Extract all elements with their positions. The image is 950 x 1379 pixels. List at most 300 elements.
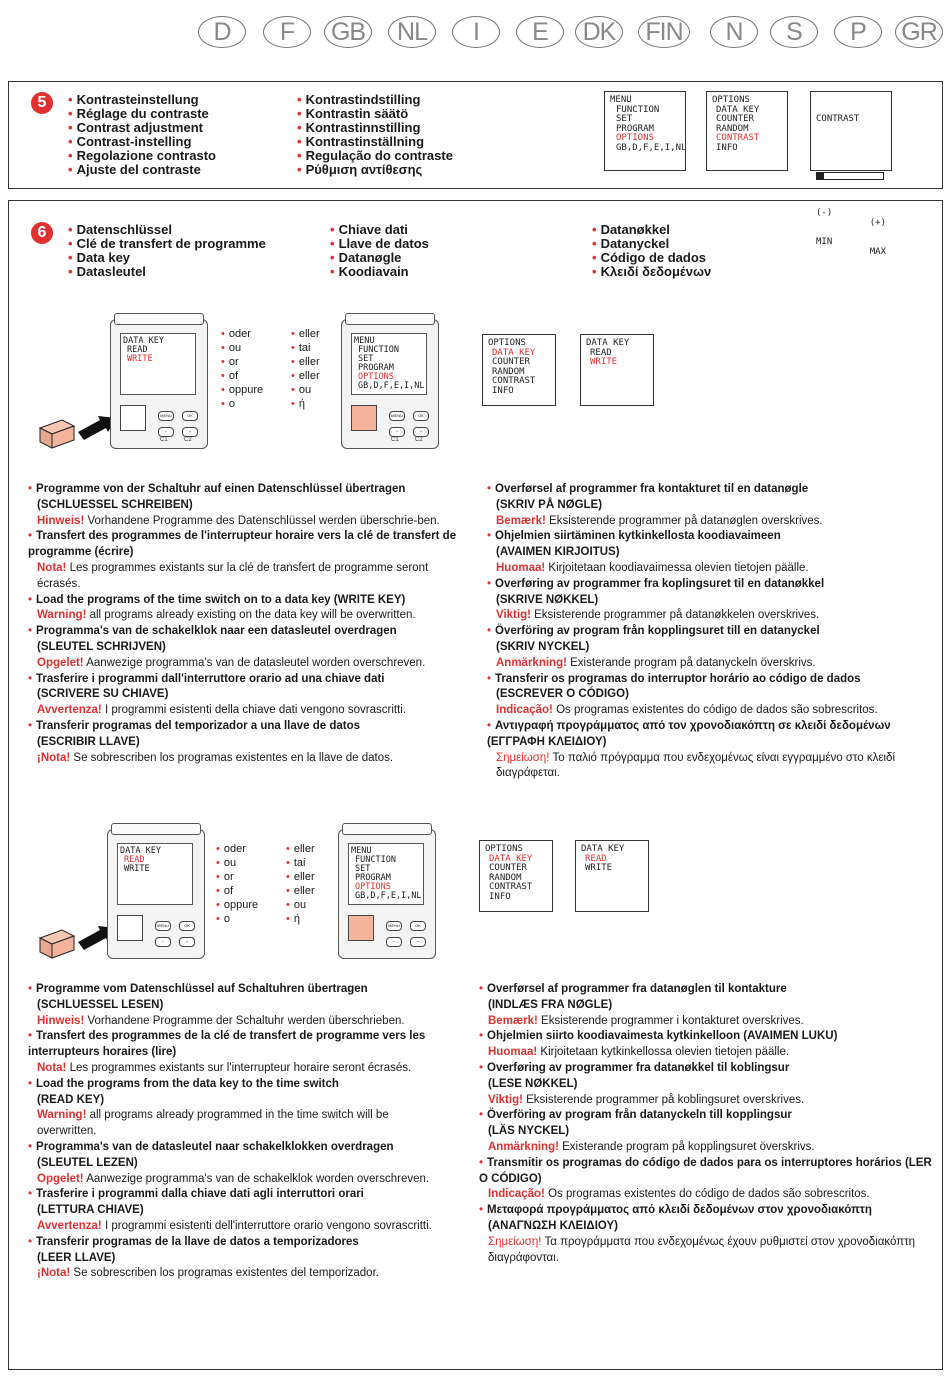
warning-text: Os programas existentes do código de dados são sobrescritos. (552, 704, 878, 717)
instruction-item (28, 482, 468, 529)
device-cover (114, 313, 204, 325)
device-c2-label: C2 (184, 437, 192, 443)
warning-label: Opgelet! (37, 1172, 84, 1185)
instruction-heading: Transferir programas de la llave de datos a temporizadores (36, 1235, 359, 1248)
language-fin: FIN (638, 16, 690, 48)
warning-label: Huomaa! (496, 561, 546, 574)
device-minus-button[interactable]: − (158, 427, 174, 437)
or-item: • of (216, 884, 258, 898)
or-item: • oder (216, 842, 258, 856)
language-n: N (710, 16, 758, 48)
contrast-level-fill (817, 173, 824, 179)
instruction-note (28, 1108, 448, 1140)
instruction-item (28, 672, 468, 719)
or-item: • o (221, 397, 263, 411)
instruction-heading: Programme von der Schaltuhr auf einen Datenschlüssel übertragen (36, 483, 406, 495)
instruction-note (479, 1187, 934, 1203)
instruction-note (487, 514, 942, 530)
or-list-left (216, 842, 258, 926)
instruction-heading: Ohjelmien siirtäminen kytkinkellosta koodiavaimeen (495, 530, 781, 543)
instruction-item (479, 1108, 934, 1155)
section-6-titles-c (592, 223, 711, 279)
device-ok-button[interactable]: OK (182, 411, 198, 421)
or-item: • eller (291, 369, 320, 383)
instruction-note (28, 751, 468, 767)
instruction-item (28, 1077, 448, 1140)
device-screen (348, 843, 424, 905)
lcd-line: DATA KEY (586, 338, 630, 348)
or-item: • eller (286, 884, 315, 898)
lcd-line: DATA KEY (716, 104, 760, 115)
instruction-heading: Programma's van de schakelklok naar een datasleutel overdragen (36, 625, 397, 638)
warning-label: Σημείωση! (488, 1235, 542, 1248)
device-menu-button[interactable]: MENU (389, 411, 405, 421)
device-screen-line: DATA KEY (120, 846, 161, 856)
section-6-titles-a (68, 223, 266, 279)
instruction-note (479, 1140, 934, 1156)
data-key (38, 918, 118, 967)
instruction-note (28, 1061, 448, 1077)
or-item: • ou (291, 383, 320, 397)
language-gb: GB (324, 16, 372, 48)
warning-label: ¡Nota! (37, 751, 71, 764)
language-nl: NL (388, 16, 436, 48)
warning-text: Kirjoitetaan koodiavaimessa olevien tietojen päälle. (545, 561, 809, 574)
lcd-screen (482, 334, 556, 406)
instruction-note (479, 1014, 934, 1030)
device-plus-button[interactable]: + (179, 937, 195, 947)
device-screen (117, 843, 193, 905)
title-item: • Llave de datos (330, 237, 429, 251)
time-switch-device (110, 313, 208, 448)
instruction-heading: Overføring av programmer fra datanøkkel til koblingsur (487, 1061, 790, 1074)
title-item: • Regolazione contrasto (68, 149, 216, 163)
device-screen-line: GB,D,F,E,I,NL (358, 381, 425, 391)
instruction-heading: Overføring av programmer fra koplingsuret til en datanøkkel (495, 577, 825, 590)
instruction-note (28, 656, 468, 672)
data-key (38, 408, 118, 457)
device-menu-button[interactable]: MENU (155, 921, 171, 931)
or-item: • oppure (216, 898, 258, 912)
instruction-heading: Överföring av program från kopplingsuret till en datanyckel (495, 625, 820, 638)
instruction-note (28, 1014, 448, 1030)
warning-label: Opgelet! (37, 656, 84, 669)
device-cover (345, 313, 435, 325)
device-screen-line: READ (124, 855, 145, 865)
or-item: • ou (286, 898, 315, 912)
lcd-line: RANDOM (492, 366, 525, 377)
instruction-note (487, 608, 942, 624)
lcd-line: GB,D,F,E,I,NL (616, 142, 687, 153)
time-switch-device (341, 313, 439, 448)
warning-text: I programmi esistenti della chiave dati vengono sovrascritti. (101, 704, 407, 717)
instruction-note (28, 1172, 448, 1188)
instruction-heading: Transmitir os programas do código de dados para os interruptores horários (LER O CÓDIGO) (479, 1156, 932, 1185)
language-dk: DK (575, 16, 623, 48)
instruction-heading: Transferir os programas do interruptor horário ao código de dados (495, 672, 861, 685)
instruction-heading: Transferir programas del temporizador a una llave de datos (36, 719, 361, 732)
instruction-key-name: (SKRIV PÅ NØGLE) (496, 498, 603, 511)
lcd-line: CONTRAST (716, 133, 760, 143)
instruction-item (28, 719, 468, 766)
language-e: E (516, 16, 564, 48)
instruction-heading: Överföring av program från datanyckeln till kopplingsur (487, 1109, 792, 1122)
lcd-line: INFO (716, 142, 738, 153)
instruction-note (479, 1093, 934, 1109)
instruction-heading: Programma's van de datasleutel naar schakelklokken overdragen (36, 1140, 394, 1153)
instruction-heading: Μεταφορά προγράμματος από κλειδί δεδομένων στον χρονοδιακόπτη (487, 1204, 872, 1217)
device-screen-line: DATA KEY (123, 336, 164, 346)
instruction-key-name: (ESCREVER O CÓDIGO) (496, 688, 629, 701)
warning-text: Existerande program på datanyckeln överskrivs. (566, 656, 816, 669)
title-item: • Ρύθμιση αντίθεσης (297, 163, 453, 177)
data-key-slot[interactable] (351, 405, 377, 431)
language-s: S (770, 16, 818, 48)
instruction-item (487, 577, 942, 624)
warning-text: Τα προγράμματα που ενδεχομένως έχουν ρυθμιστεί στον χρονοδιακόπτη διαγράφονται. (488, 1235, 916, 1264)
instruction-heading: Ohjelmien siirto koodiavaimesta kytkinkelloon (AVAIMEN LUKU) (487, 1030, 838, 1043)
contrast-plus: (+) (869, 217, 886, 228)
contrast-min: MIN (816, 237, 833, 247)
instruction-heading: Programme vom Datenschlüssel auf Schaltuhren übertragen (36, 983, 368, 995)
title-item: • Kontrastindstilling (297, 93, 453, 107)
title-item: • Kontrasteinstellung (68, 93, 216, 107)
or-item: • o (216, 912, 258, 926)
instruction-key-name: (LETTURA CHIAVE) (37, 1204, 144, 1217)
lcd-line: DATA KEY (581, 844, 625, 854)
instruction-item (479, 982, 934, 1029)
section-5-titles-right (297, 93, 453, 177)
instruction-item (28, 624, 468, 671)
instruction-key-name: (SLEUTEL SCHRIJVEN) (37, 640, 166, 653)
title-item: • Regulação do contraste (297, 149, 453, 163)
title-item: • Data key (68, 251, 266, 265)
language-f: F (263, 16, 311, 48)
lcd-line: RANDOM (716, 123, 749, 134)
instruction-note (479, 1045, 934, 1061)
instruction-note (28, 514, 468, 530)
instruction-item (487, 672, 942, 719)
lcd-screen (580, 334, 654, 406)
instruction-key-name: (SCHLUESSEL LESEN) (37, 998, 164, 1011)
or-item: • tai (286, 856, 315, 870)
device-ok-button[interactable]: OK (413, 411, 429, 421)
warning-text: Aanwezige programma's van de schakelklok worden overschreven. (83, 1172, 430, 1185)
device-screen-line: SET (355, 864, 371, 874)
device-plus-button[interactable]: + (413, 427, 429, 437)
lcd-line: MENU (610, 95, 632, 105)
contrast-level-bar (816, 172, 884, 180)
warning-text: Το παλιό πρόγραμμα που ενδεχομένως είναι εγγραμμένο στο κλειδί διαγράφεται. (496, 751, 896, 780)
instruction-item (487, 719, 942, 782)
language-gr: GR (895, 16, 943, 48)
instruction-item (28, 529, 468, 592)
device-screen-line: WRITE (127, 354, 153, 364)
lcd-line: WRITE (585, 863, 613, 873)
warning-text: all programs already existing on the data key will be overwritten. (86, 609, 416, 622)
lcd-screen (575, 840, 649, 912)
instruction-item (479, 1061, 934, 1108)
data-key-icon (38, 918, 118, 962)
device-c1-label: C1 (160, 437, 168, 443)
device-screen-line: MENU (354, 336, 375, 346)
title-item: • Ajuste del contraste (68, 163, 216, 177)
lcd-contrast-title: CONTRAST (816, 114, 860, 124)
or-item: • oder (221, 327, 263, 341)
or-item: • or (221, 355, 263, 369)
title-item: • Datanøgle (330, 251, 429, 265)
warning-label: Anmärkning! (488, 1140, 559, 1153)
instruction-item (479, 1156, 934, 1203)
lcd-line: SET (616, 114, 633, 124)
title-item: • Contrast adjustment (68, 121, 216, 135)
instruction-heading: Transfert des programmes de la clé de transfert de programme vers les interrupteurs horaires (lire) (28, 1030, 426, 1059)
instruction-item (479, 1029, 934, 1061)
title-item: • Kontrastinställning (297, 135, 453, 149)
instruction-item (479, 1203, 934, 1266)
or-item: • oppure (221, 383, 263, 397)
lcd-line: OPTIONS (712, 95, 750, 105)
instruction-heading: Trasferire i programmi dalla chiave dati agli interruttori orari (36, 1188, 364, 1201)
lcd-line: OPTIONS (616, 133, 654, 143)
instruction-item (487, 624, 942, 671)
device-screen-line: OPTIONS (358, 372, 394, 382)
title-item: • Contrast-instelling (68, 135, 216, 149)
or-item: • eller (291, 355, 320, 369)
title-item: • Chiave dati (330, 223, 429, 237)
instruction-key-name: (SCHLUESSEL SCHREIBEN) (37, 498, 193, 511)
instruction-note (487, 561, 942, 577)
device-screen-line: WRITE (124, 864, 150, 874)
warning-text: Se sobrescriben los programas existentes del temporizador. (70, 1267, 379, 1280)
warning-text: Eksisterende programmer på koblingsuret overskrives. (522, 1093, 805, 1106)
language-p: P (834, 16, 882, 48)
lcd-line: CONTRAST (489, 882, 533, 892)
device-cover (342, 823, 432, 835)
device-screen-line: FUNCTION (355, 855, 396, 865)
device-cover (111, 823, 201, 835)
instruction-item (28, 1029, 448, 1076)
or-list-right (286, 842, 315, 926)
language-bar (198, 16, 943, 50)
or-item: • eller (291, 327, 320, 341)
or-item: • tai (291, 341, 320, 355)
device-screen-line: READ (127, 345, 148, 355)
title-item: • Datanyckel (592, 237, 711, 251)
instruction-key-name: (SKRIV NYCKEL) (496, 640, 590, 653)
device-plus-button[interactable]: + (182, 427, 198, 437)
warning-text: Se sobrescriben los programas existentes en la llave de datos. (70, 751, 394, 764)
title-item: • Κλειδί δεδομένων (592, 265, 711, 279)
instruction-note (28, 703, 468, 719)
device-screen (120, 333, 196, 395)
or-item: • eller (286, 842, 315, 856)
language-d: D (198, 16, 246, 48)
instruction-key-name: (READ KEY) (37, 1093, 105, 1106)
title-item: • Código de dados (592, 251, 711, 265)
lcd-line: WRITE (590, 357, 618, 367)
warning-text: Kirjoitetaan kytkinkellossa olevien tietojen päälle. (537, 1046, 790, 1059)
instruction-key-name: (ΑΝΑΓΝΩΣΗ ΚΛΕΙΔΙΟΥ) (488, 1219, 619, 1232)
or-item: • ou (221, 341, 263, 355)
instruction-heading: Transfert des programmes de l'interrupteur horaire vers la clé de transfert de programme (écrire) (28, 530, 457, 559)
device-screen-line: OPTIONS (355, 882, 391, 892)
instruction-key-name: (SLEUTEL LEZEN) (37, 1156, 138, 1169)
lcd-line: INFO (489, 891, 511, 902)
lcd-line: READ (585, 853, 607, 864)
device-screen-line: GB,D,F,E,I,NL (355, 891, 422, 901)
instruction-note (28, 561, 468, 593)
lcd-line: COUNTER (716, 114, 754, 124)
device-ok-button[interactable]: OK (179, 921, 195, 931)
warning-label: Viktig! (488, 1093, 523, 1106)
warning-text: Vorhandene Programme des Datenschlüssel werden überschrie-ben. (84, 514, 440, 527)
warning-label: Bemærk! (496, 514, 546, 527)
device-plus-button[interactable]: + (410, 937, 426, 947)
time-switch-device (338, 823, 436, 958)
warning-text: all programs already programmed in the time switch will be overwritten. (37, 1109, 389, 1138)
lcd-line: OPTIONS (488, 338, 526, 348)
time-switch-device (107, 823, 205, 958)
instruction-key-name: (LÄS NYCKEL) (488, 1125, 570, 1138)
warning-label: ¡Nota! (37, 1267, 71, 1280)
data-key-slot[interactable] (117, 915, 143, 941)
lcd-line: READ (590, 347, 612, 358)
lcd-contrast (810, 91, 892, 257)
device-menu-button[interactable]: MENU (158, 411, 174, 421)
device-screen-line: PROGRAM (358, 363, 394, 373)
read-instructions-left (28, 982, 448, 1282)
device-menu-button[interactable]: MENU (386, 921, 402, 931)
lcd-line: DATA KEY (489, 853, 533, 864)
instruction-note (28, 1266, 448, 1282)
device-screen-line: FUNCTION (358, 345, 399, 355)
device-screen (351, 333, 427, 395)
lcd-menu (604, 91, 686, 171)
or-item: • or (216, 870, 258, 884)
title-item: • Kontrastinnstilling (297, 121, 453, 135)
contrast-minus: (-) (816, 208, 833, 218)
warning-label: Bemærk! (488, 1014, 538, 1027)
warning-text: Eksisterende programmer på datanøglen overskrives. (545, 514, 823, 527)
lcd-line: COUNTER (489, 863, 527, 873)
instruction-key-name: (LESE NØKKEL) (488, 1077, 578, 1090)
lcd-options (706, 91, 788, 171)
instruction-item (28, 1235, 448, 1282)
device-minus-button[interactable]: − (386, 937, 402, 947)
instruction-note (28, 1219, 448, 1235)
device-minus-button[interactable]: − (155, 937, 171, 947)
warning-text: Les programmes existants sur l'interrupteur horaire seront écrasés. (66, 1061, 412, 1074)
warning-label: Viktig! (496, 609, 531, 622)
section-5-number: 5 (31, 92, 53, 114)
or-item: • eller (286, 870, 315, 884)
lcd-line: DATA KEY (492, 347, 536, 358)
data-key-icon (38, 408, 118, 452)
read-instructions-right (479, 982, 934, 1266)
language-i: I (452, 16, 500, 48)
title-item: • Datasleutel (68, 265, 266, 279)
lcd-line: PROGRAM (616, 123, 654, 134)
warning-label: Anmärkning! (496, 656, 567, 669)
warning-text: Vorhandene Programme der Schaltuhr werden überschrieben. (84, 1014, 405, 1027)
instruction-key-name: (AVAIMEN KIRJOITUS) (496, 546, 620, 559)
write-instructions-right (487, 482, 942, 782)
data-key-slot[interactable] (120, 405, 146, 431)
lcd-line: OPTIONS (485, 844, 523, 854)
or-item: • ou (216, 856, 258, 870)
title-item: • Datenschlüssel (68, 223, 266, 237)
or-item: • of (221, 369, 263, 383)
instruction-item (487, 482, 942, 529)
warning-label: Huomaa! (488, 1046, 538, 1059)
warning-text: I programmi esistenti dell'interruttore orario vengono sovrascritti. (101, 1219, 432, 1232)
instruction-heading: Αντιγραφή προγράμματος από τον χρονοδιακόπτη σε κλειδί δεδομένων (ΕΓΓΡΑΦΗ ΚΛΕΙΔΙΟΥ) (487, 719, 891, 748)
warning-label: Nota! (37, 561, 67, 574)
instruction-note (487, 751, 942, 783)
device-screen-line: MENU (351, 846, 372, 856)
warning-label: Indicação! (488, 1188, 545, 1201)
lcd-line: RANDOM (489, 872, 522, 883)
section-6-titles-b (330, 223, 429, 279)
warning-text: Existerande program på kopplingsuret överskrivs. (558, 1140, 815, 1153)
instruction-key-name: (LEER LLAVE) (37, 1251, 116, 1264)
title-item: • Kontrastin säätö (297, 107, 453, 121)
warning-text: Os programas existentes do código de dados são sobrescritos. (544, 1188, 870, 1201)
lcd-screen (479, 840, 553, 912)
warning-text: Eksisterende programmer på datanøkkelen overskrives. (530, 609, 820, 622)
data-key-slot[interactable] (348, 915, 374, 941)
instruction-item (487, 529, 942, 576)
title-item: • Koodiavain (330, 265, 429, 279)
section-6-number: 6 (31, 222, 53, 244)
lcd-line: COUNTER (492, 357, 530, 367)
title-item: • Réglage du contraste (68, 107, 216, 121)
device-screen-line: SET (358, 354, 374, 364)
instruction-item (28, 1187, 448, 1234)
or-list-left (221, 327, 263, 411)
instruction-key-name: (SCRIVERE SU CHIAVE) (37, 688, 169, 701)
instruction-note (28, 608, 468, 624)
instruction-key-name: (SKRIVE NØKKEL) (496, 593, 599, 606)
instruction-heading: Overførsel af programmer fra kontakturet til en datanøgle (495, 483, 809, 495)
or-item: • ή (291, 397, 320, 411)
write-instructions-left (28, 482, 468, 766)
warning-label: Hinweis! (37, 1014, 85, 1027)
warning-label: Nota! (37, 1061, 67, 1074)
warning-text: Eksisterende programmer i kontakturet overskrives. (537, 1014, 804, 1027)
warning-label: Warning! (37, 609, 87, 622)
instruction-key-name: (INDLÆS FRA NØGLE) (488, 998, 613, 1011)
lcd-line: FUNCTION (616, 104, 660, 115)
instruction-note (487, 703, 942, 719)
lcd-line: CONTRAST (492, 376, 536, 386)
device-screen-line: PROGRAM (355, 873, 391, 883)
warning-label: Hinweis! (37, 514, 85, 527)
title-item: • Datanøkkel (592, 223, 711, 237)
warning-label: Σημείωση! (496, 751, 550, 764)
device-c2-label: C2 (415, 437, 423, 443)
warning-text: Les programmes existants sur la clé de transfert de programme seront écrasés. (37, 561, 429, 590)
warning-label: Warning! (37, 1109, 87, 1122)
section-5-titles-left (68, 93, 216, 177)
lcd-line: INFO (492, 385, 514, 396)
warning-label: Avvertenza! (37, 704, 102, 717)
device-ok-button[interactable]: OK (410, 921, 426, 931)
instruction-heading: Load the programs of the time switch on to a data key (WRITE KEY) (36, 593, 406, 606)
device-minus-button[interactable]: − (389, 427, 405, 437)
instruction-item (28, 1140, 448, 1187)
